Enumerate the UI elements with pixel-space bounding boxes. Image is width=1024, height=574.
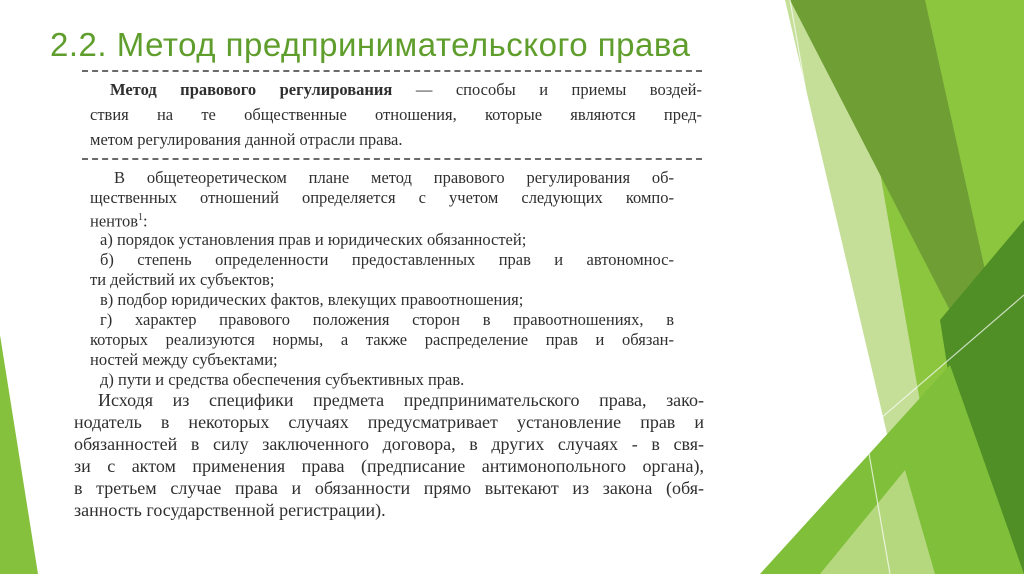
slide-title: 2.2. Метод предпринимательского права — [50, 26, 691, 63]
components-line-3 — [90, 208, 148, 232]
definition-term: Метод правового регулирования — [110, 80, 393, 99]
scanned-text-block — [70, 70, 710, 520]
component-b-line-1: б) степень определенности предоставленных прав и автономнос- — [100, 250, 674, 269]
components-line-3-end: : — [143, 211, 148, 231]
component-b-line-2: ти действий их субъектов; — [90, 270, 275, 289]
dashed-divider-bottom — [82, 158, 702, 160]
specifics-line-3: обязанностей в силу заключенного договора, в других случаях - в свя- — [74, 434, 704, 454]
specifics-line-1: Исходя из специфики предмета предпринимательского права, зако- — [98, 390, 704, 410]
components-line-1: В общетеоретическом плане метод правового регулирования об- — [114, 168, 674, 187]
definition-line-3: метом регулирования данной отрасли права. — [90, 130, 403, 149]
component-g-line-3: ностей между субъектами; — [90, 350, 278, 369]
decor-left-sliver — [0, 335, 38, 574]
component-g-line-1: г) характер правового положения сторон в правоотношениях, в — [100, 310, 674, 329]
definition-line-2: ствия на те общественные отношения, которые являются пред- — [90, 105, 702, 124]
component-a: а) порядок установления прав и юридических обязанностей; — [100, 230, 527, 249]
dashed-divider-top — [82, 70, 702, 72]
component-v: в) подбор юридических фактов, влекущих правоотношения; — [100, 290, 524, 309]
component-g-line-2: которых реализуются нормы, а также распределение прав и обязан- — [90, 330, 674, 349]
specifics-line-4: зи с актом применения права (предписание антимонопольного органа), — [74, 456, 704, 476]
specifics-line-6: занность государственной регистрации). — [74, 500, 386, 520]
specifics-line-5: в третьем случае права и обязанности прямо вытекают из закона (обя- — [74, 478, 704, 498]
specifics-line-2: нодатель в некоторых случаях предусматривает установление прав и — [74, 412, 704, 432]
definition-line-1-rest: — способы и приемы воздей- — [392, 80, 702, 99]
footnote-marker: 1 — [138, 212, 144, 223]
components-line-2: щественных отношений определяется с учетом следующих компо- — [90, 188, 674, 207]
component-d: д) пути и средства обеспечения субъективных прав. — [100, 370, 465, 389]
definition-line-1 — [110, 80, 702, 100]
components-line-3-text: нентов — [90, 211, 139, 231]
